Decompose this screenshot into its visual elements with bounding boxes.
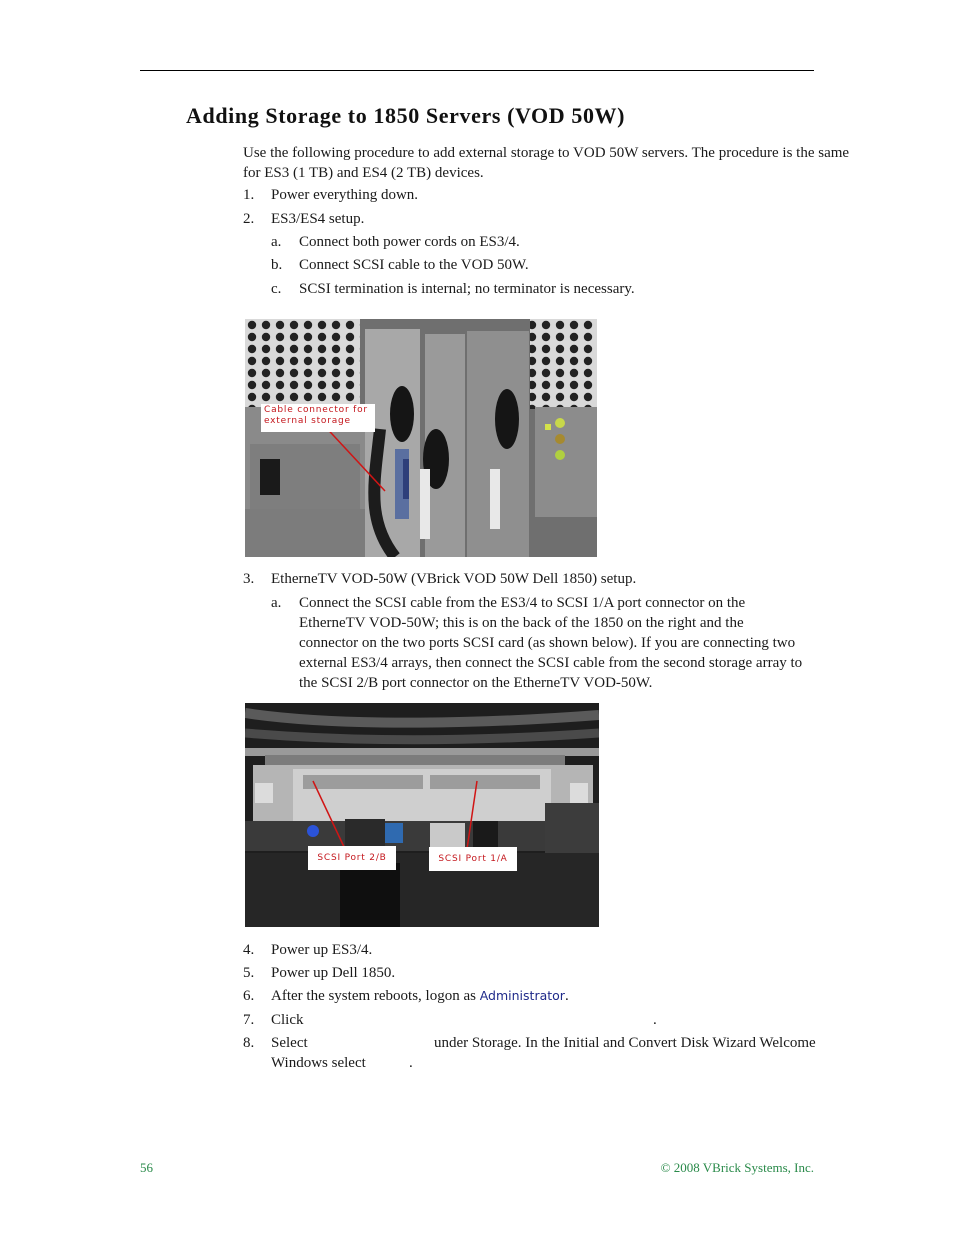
text-line: connector on the two ports SCSI card (as shown below). If you are connecting two [299,635,796,651]
administrator-account-name: Administrator [479,988,565,1003]
step-number: 4. [243,942,255,958]
step-text: under Storage. In the Initial and Convert Disk Wizard Welcome [434,1035,816,1051]
intro-paragraph: Use the following procedure to add external storage to VOD 50W servers. The procedure is the same for ES3 (1 TB) and ES4 (2 TB) devices. [243,145,850,181]
text-line: the SCSI 2/B port connector on the EtherneTV VOD-50W. [299,675,653,691]
header-rule [140,70,814,71]
step-text-body: After the system reboots, logon as [271,988,480,1004]
scsi-port-2b-label: SCSI Port 2/B [308,846,396,870]
step-text-end: . [653,1012,657,1028]
step-number: 8. [243,1035,255,1051]
text-line: Connect the SCSI cable from the ES3/4 to SCSI 1/A port connector on the [299,595,746,611]
substep-text: Connect SCSI cable to the VOD 50W. [299,257,529,273]
step-text-end: . [409,1055,413,1071]
substep-letter: a. [271,234,282,250]
storage-back-panel-photo [245,319,597,557]
substep-letter: a. [271,595,282,611]
step-text [271,986,569,1006]
step-text: Select [271,1035,308,1051]
step-number: 7. [243,1012,255,1028]
substep-text: SCSI termination is internal; no terminator is necessary. [299,281,635,297]
text-line: EtherneTV VOD-50W; this is on the back of the 1850 on the right and the [299,615,744,631]
step-text: ES3/ES4 setup. [271,211,365,227]
scsi-ports-photo [245,703,599,927]
storage-photo-illustration [245,319,597,557]
copyright-notice: © 2008 VBrick Systems, Inc. [660,1160,814,1175]
section-title: Adding Storage to 1850 Servers (VOD 50W) [186,103,626,128]
page-number: 56 [140,1160,153,1175]
step-number: 3. [243,571,255,587]
step-text-end: . [564,988,569,1004]
step-number: 6. [243,988,255,1004]
substep-letter: c. [271,281,282,297]
step-number: 5. [243,965,255,981]
step-text: Power everything down. [271,187,419,203]
step-text: EtherneTV VOD-50W (VBrick VOD 50W Dell 1850) setup. [271,571,637,587]
step-text: Power up ES3/4. [271,942,373,958]
substep-text [299,593,861,693]
step-number: 1. [243,187,255,203]
step-text: Click [271,1012,304,1028]
substep-letter: b. [271,257,283,273]
step-number: 2. [243,211,255,227]
step-text: Power up Dell 1850. [271,965,396,981]
cable-connector-callout [261,404,375,432]
text-line: external ES3/4 arrays, then connect the SCSI cable from the second storage array to [299,655,803,671]
list-item [243,1033,859,1075]
callout-line: Cable connector for [264,405,368,415]
scsi-photo-illustration [245,703,599,927]
step-text: Windows select [271,1055,366,1071]
callout-line: external storage [264,416,351,426]
substep-text: Connect both power cords on ES3/4. [299,234,520,250]
scsi-port-1a-label: SCSI Port 1/A [429,847,517,871]
